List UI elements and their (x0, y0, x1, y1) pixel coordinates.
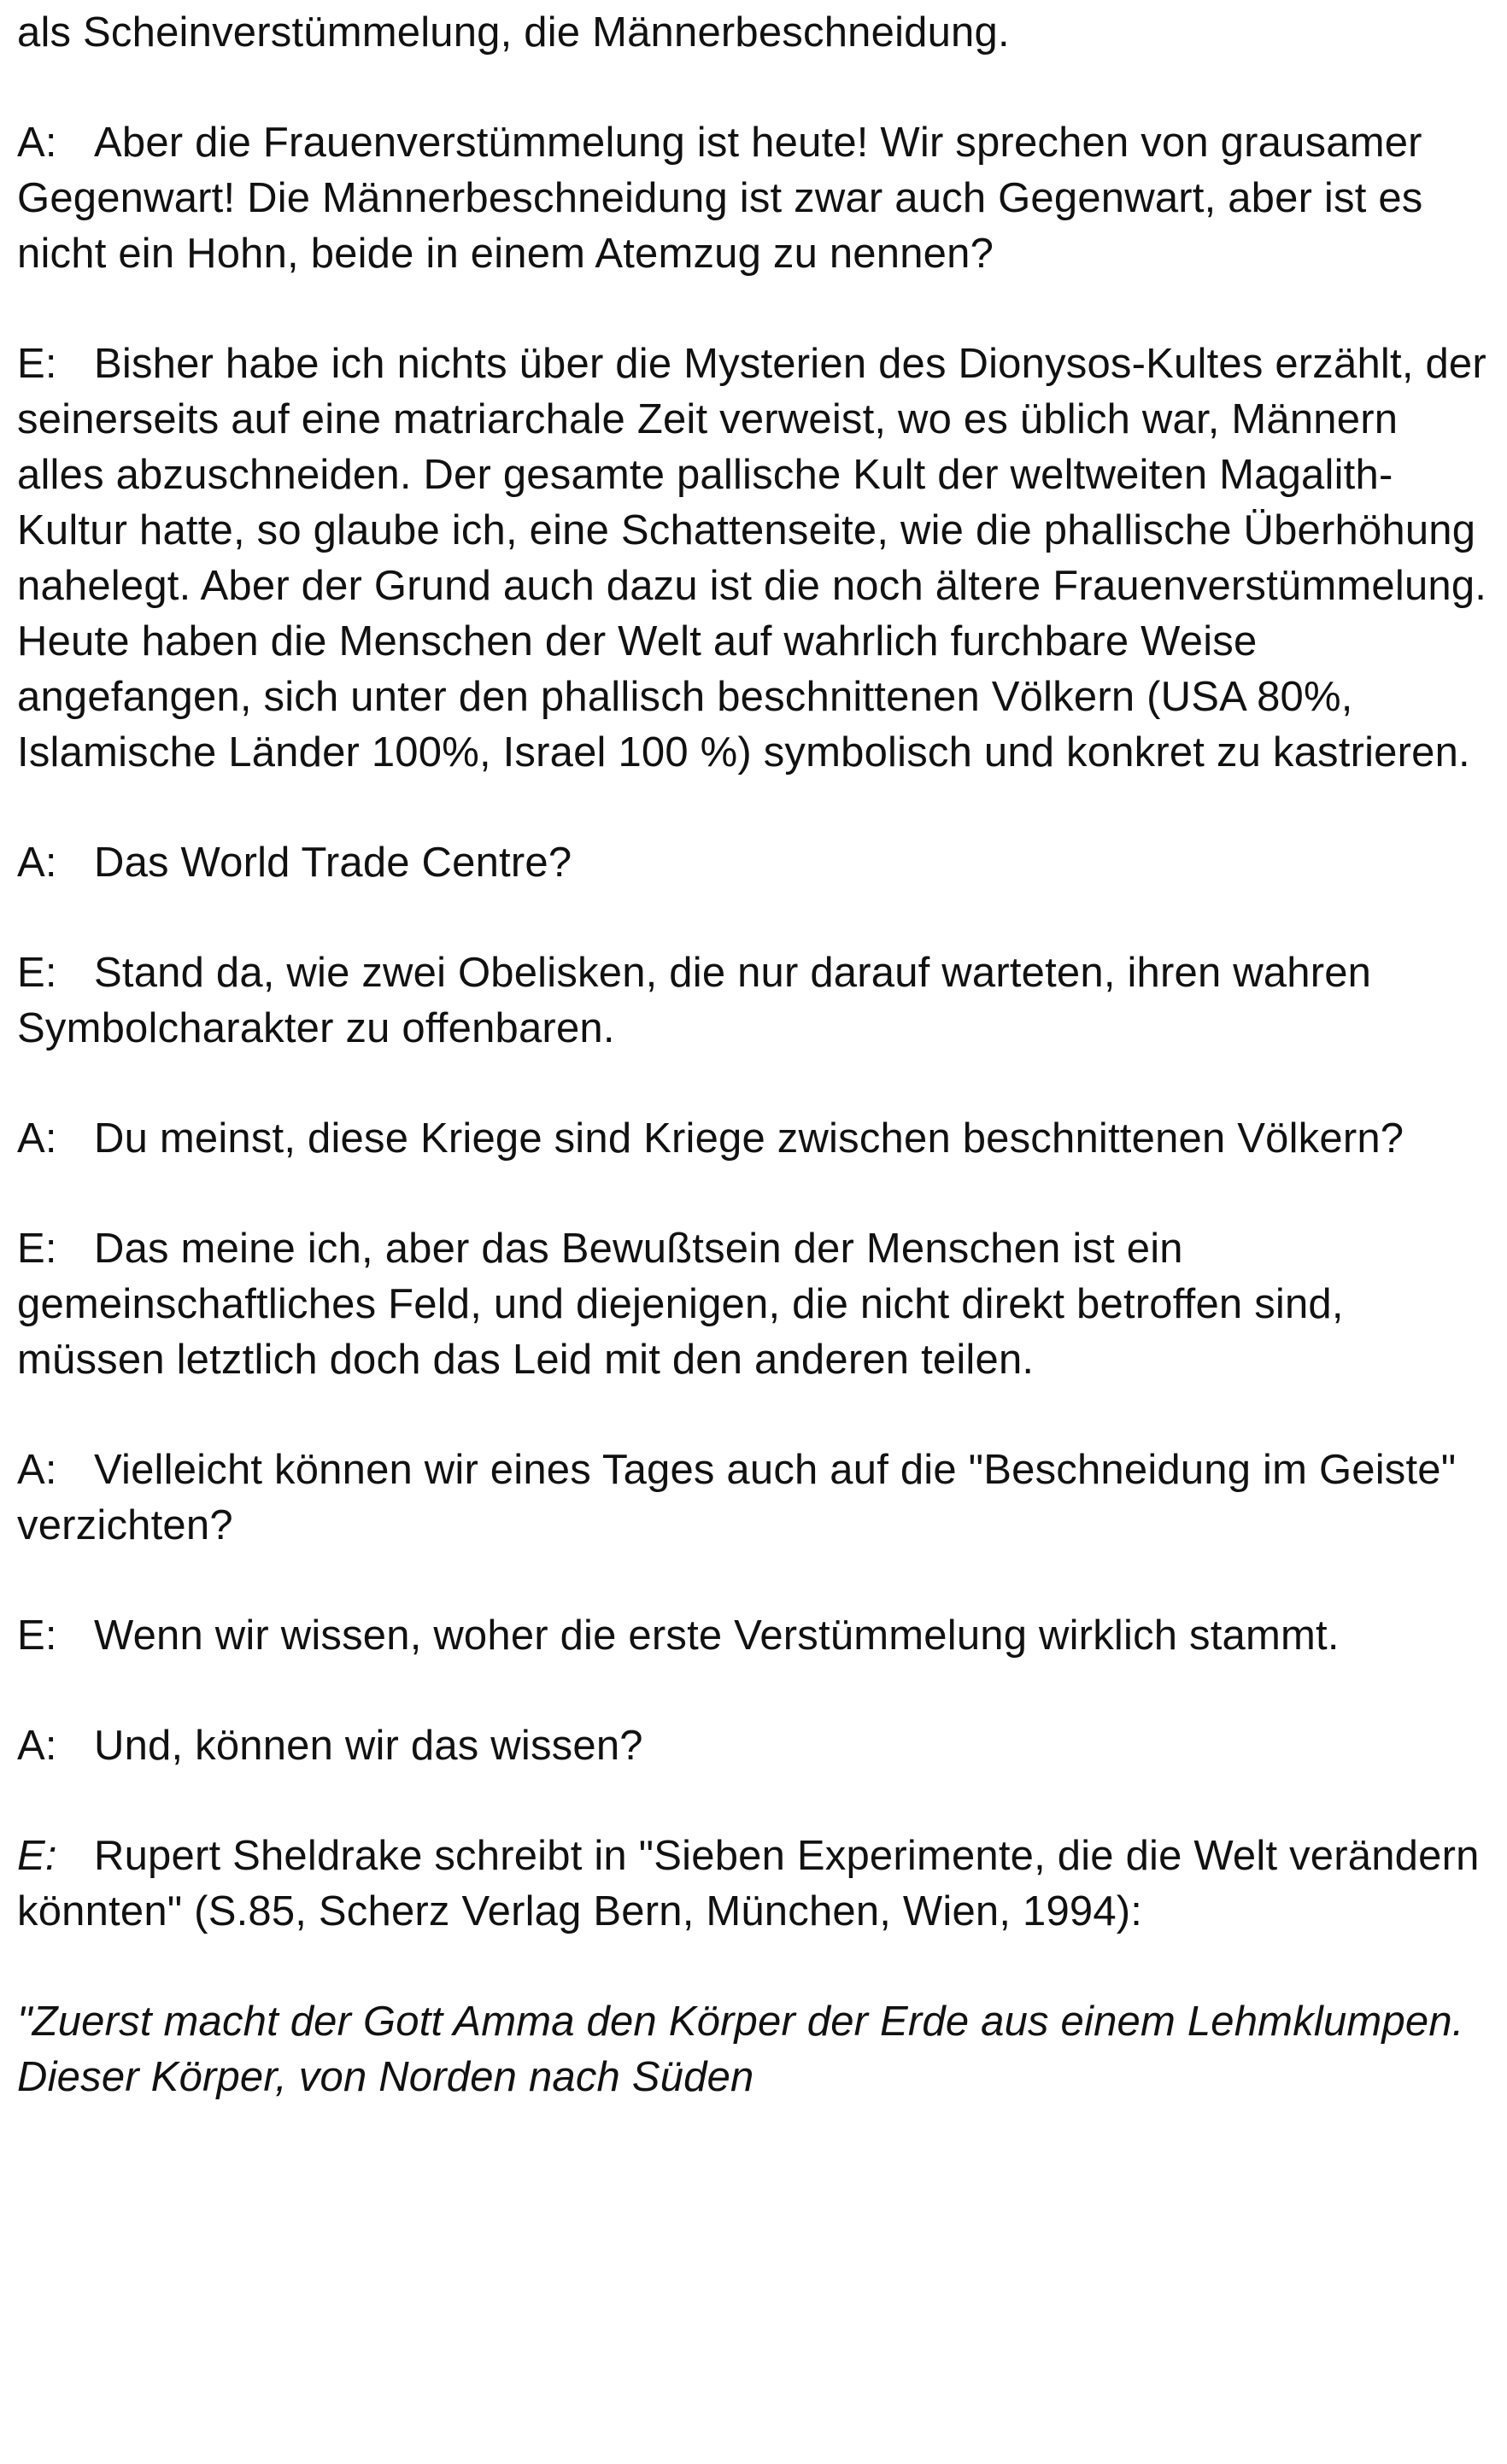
dialogue-text: Aber die Frauenverstümmelung ist heute! Wir sprechen von grausamer Gegenwart! Die Männerbeschneidung ist zwar auch Gegenwart, aber ist es nicht ein Hohn, beide in einem Atemzug zu nennen? (17, 120, 1423, 277)
dialogue-text: Du meinst, diese Kriege sind Kriege zwischen beschnittenen Völkern? (94, 1115, 1404, 1162)
dialogue-text: Wenn wir wissen, woher die erste Verstümmelung wirklich stammt. (94, 1612, 1340, 1659)
dialogue-text: Stand da, wie zwei Obelisken, die nur darauf warteten, ihren wahren Symbolcharakter zu offenbaren. (17, 950, 1372, 1051)
dialogue-entry-9 (17, 1718, 1490, 1774)
dialogue-entry-6 (17, 1221, 1490, 1388)
opening-line: als Scheinverstümmelung, die Männerbeschneidung. (17, 9, 1010, 56)
speaker-label: A: (17, 120, 57, 166)
speaker-label: A: (17, 1115, 57, 1162)
dialogue-entry-10 (17, 1829, 1490, 1940)
speaker-label: E: (17, 341, 57, 387)
speaker-label: A: (17, 840, 57, 886)
dialogue-text: Bisher habe ich nichts über die Mysterien des Dionysos-Kultes erzählt, der seinerseits auf eine matriarchale Zeit verweist, wo es üblich war, Männern alles abzuschneiden. Der gesamte pallische Kult der weltweiten Magalith-Kultur hatte, so glaube ich, eine Schattenseite, wie die phallische Überhöhung nahelegt. Aber der Grund auch dazu ist die noch ältere Frauenverstümmelung. Heute haben die Menschen der Welt auf wahrlich furchbare Weise angefangen, sich unter den phallisch beschnittenen Völkern (USA 80%, Islamische Länder 100%, Israel 100 %) symbolisch und konkret zu kastrieren. (17, 341, 1487, 775)
dialogue-text: Das meine ich, aber das Bewußtsein der Menschen ist ein gemeinschaftliches Feld, und diejenigen, die nicht direkt betroffen sind, müssen letztlich doch das Leid mit den anderen teilen. (17, 1226, 1344, 1383)
dialogue-text: Rupert Sheldrake schreibt in "Sieben Experimente, die die Welt verändern könnten" (S.85, Scherz Verlag Bern, München, Wien, 1994): (17, 1833, 1480, 1934)
dialogue-entry-3 (17, 835, 1490, 891)
dialogue-entry-5 (17, 1111, 1490, 1167)
dialogue-text: Vielleicht können wir eines Tages auch auf die "Beschneidung im Geiste" verzichten? (17, 1447, 1457, 1548)
document-body (17, 5, 1490, 2105)
dialogue-text: Das World Trade Centre? (94, 840, 572, 886)
speaker-label: A: (17, 1447, 57, 1493)
dialogue-entry-1 (17, 115, 1490, 282)
dialogue-entry-4 (17, 945, 1490, 1056)
speaker-label: E: (17, 1612, 57, 1659)
speaker-label: E: (17, 950, 57, 996)
dialogue-text: Und, können wir das wissen? (94, 1723, 643, 1769)
dialogue-entry-8 (17, 1608, 1490, 1664)
speaker-label: A: (17, 1723, 57, 1769)
speaker-label: E: (17, 1833, 57, 1879)
block-quote: "Zuerst macht der Gott Amma den Körper der Erde aus einem Lehmklumpen. Dieser Körper, von Norden nach Süden (17, 1999, 1464, 2100)
dialogue-entry-7 (17, 1443, 1490, 1554)
dialogue-entry-2 (17, 337, 1490, 781)
speaker-label: E: (17, 1226, 57, 1272)
